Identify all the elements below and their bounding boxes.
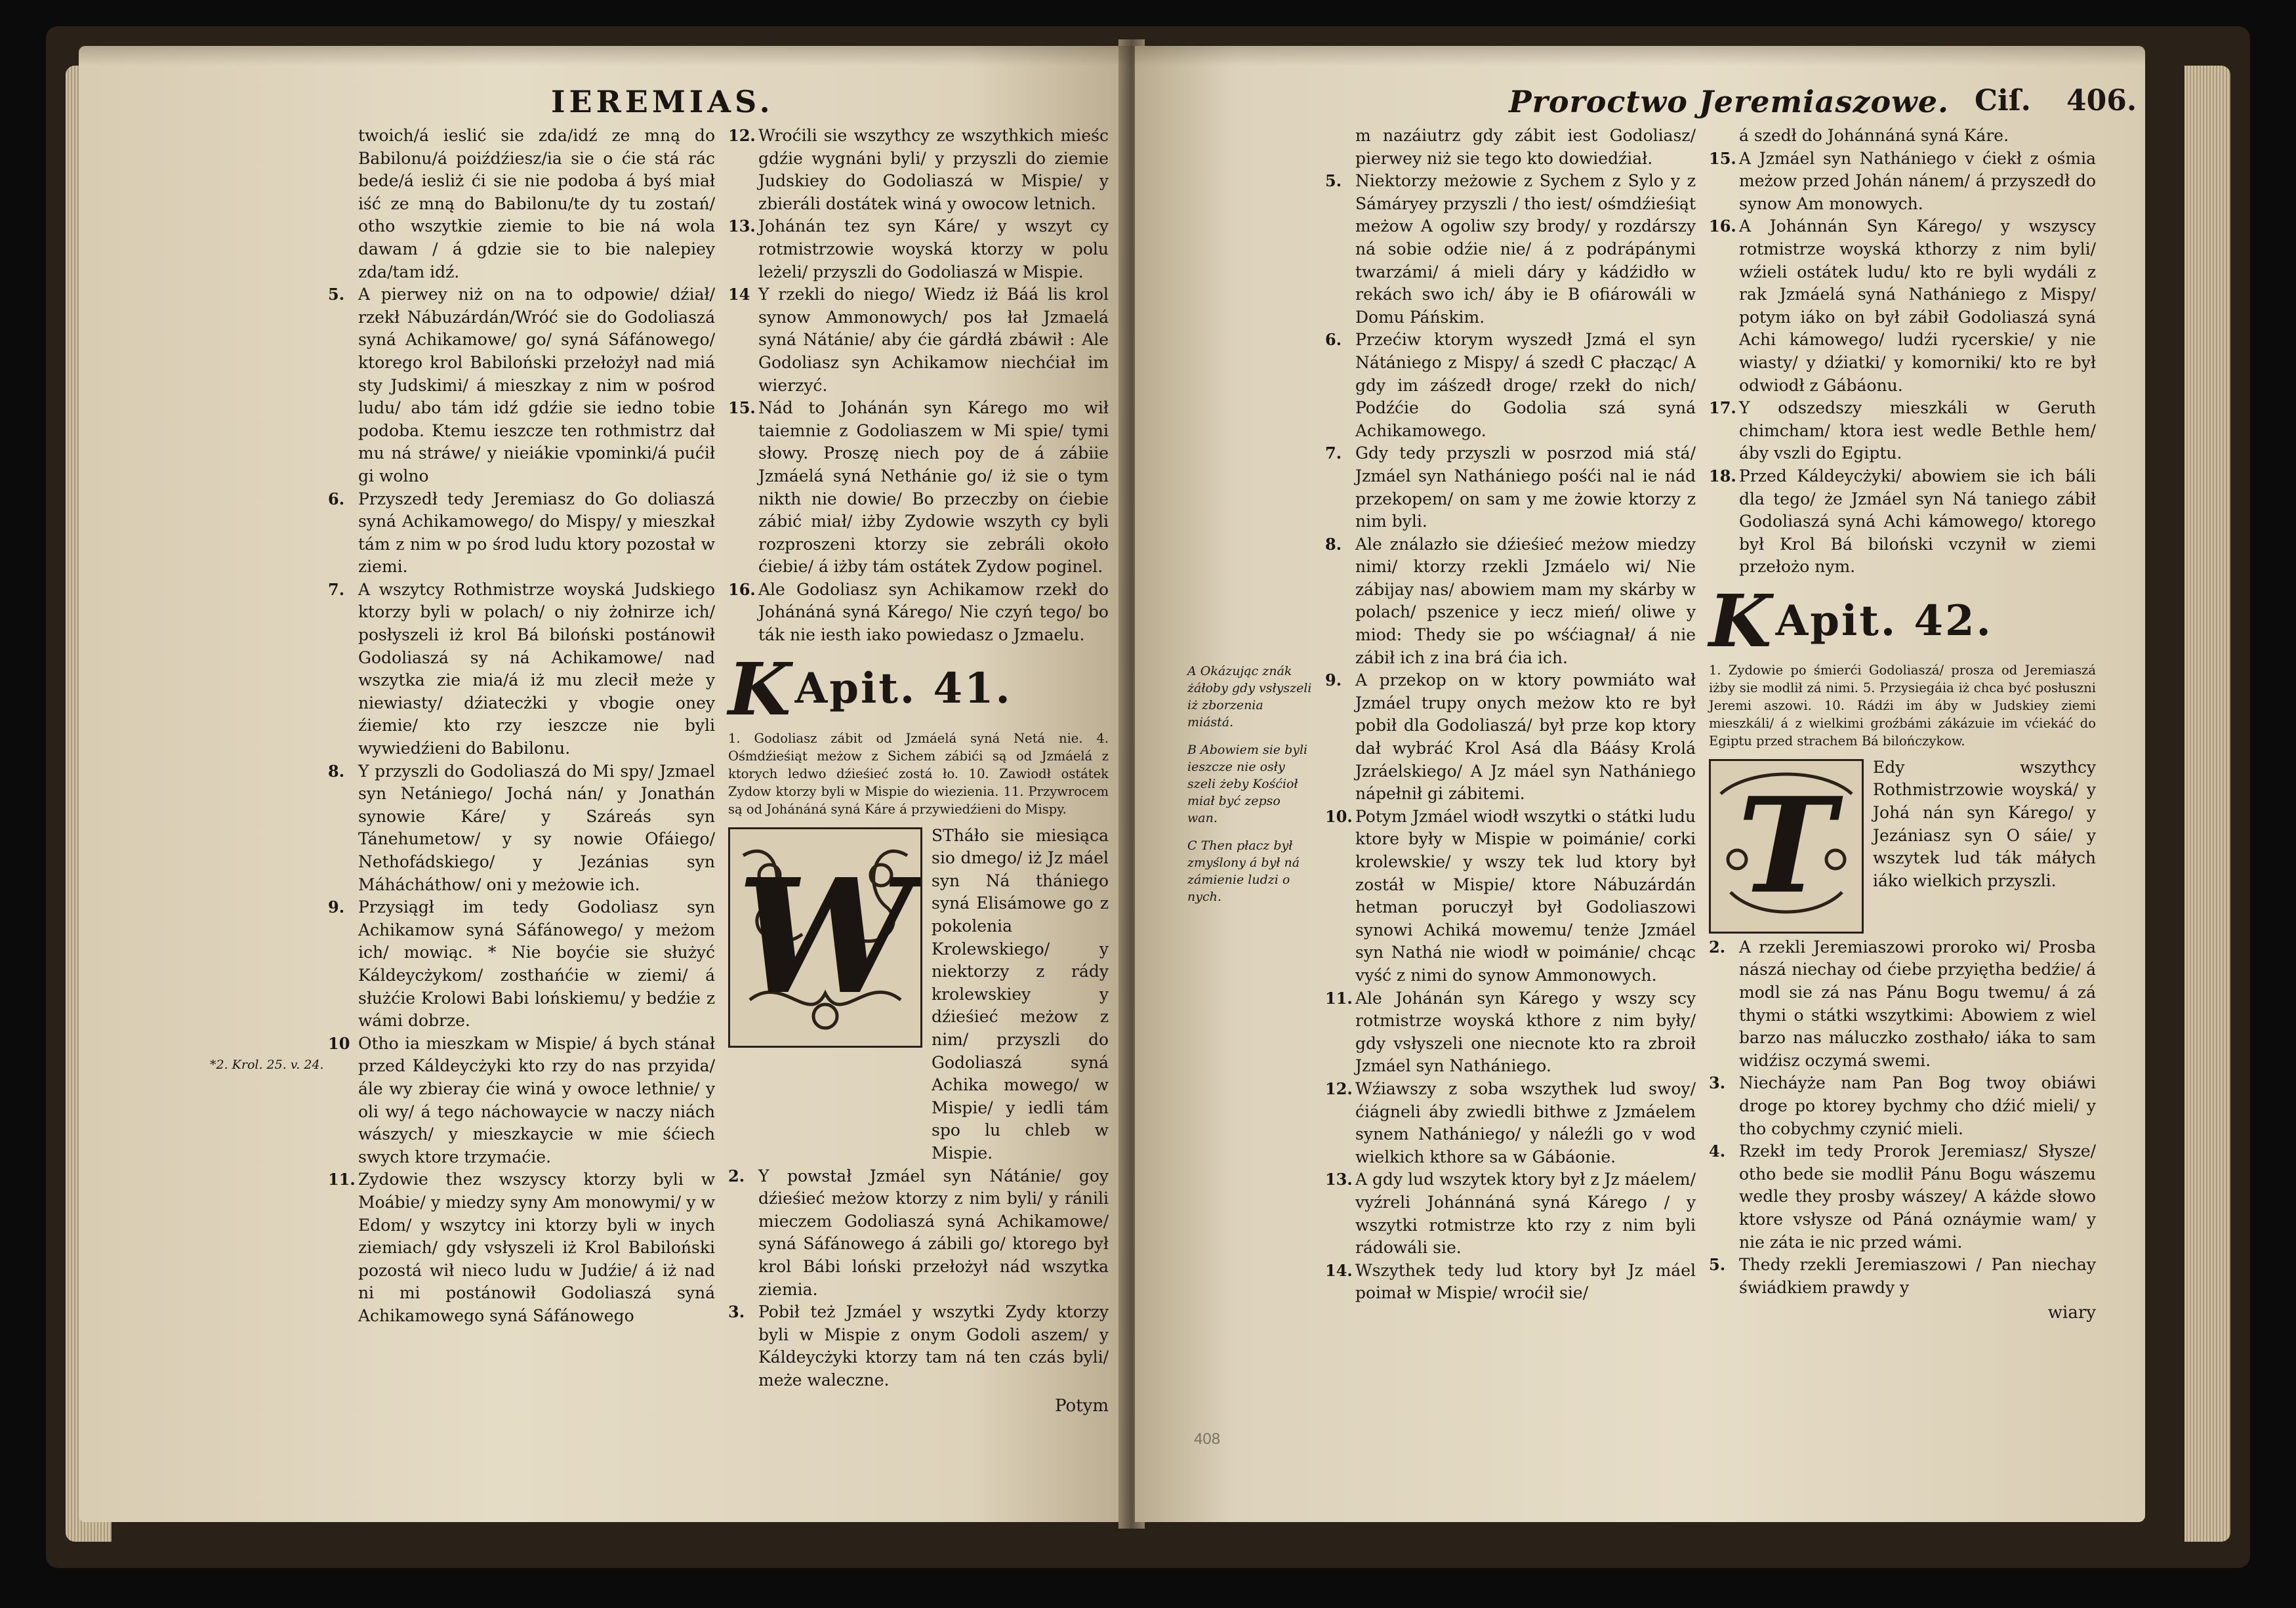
verse bbox=[1709, 1072, 2096, 1140]
chapter-title: Apit. 41. bbox=[794, 664, 1012, 714]
right-column-2-top bbox=[1709, 125, 2096, 579]
initial-paragraph-text: STháło sie miesiąca sio dmego/ iż Jz máel syn Ná thániego syná Elisámowe go z pokolenia Krolewskiego/ y niektorzy z rády krolewskiey y dźieśieć meżow z nim/ przyszli do Godoliaszá syná Achika mowego/ w Mispie/ y iedli tám spo lu chleb w Mispie. bbox=[932, 825, 1109, 1163]
verse bbox=[1325, 1260, 1696, 1305]
verse bbox=[328, 1033, 715, 1169]
verse-text: Thedy rzekli Jeremiaszowi / Pan niechay świádkiem prawdy y bbox=[1739, 1255, 2096, 1297]
verse-number: 2. bbox=[728, 1166, 745, 1185]
verse bbox=[1325, 125, 1696, 170]
chapter-heading-42 bbox=[1709, 578, 2096, 663]
verse-text: Przyszedł tedy Jeremiasz do Go doliaszá syná Achikamowego/ do Mispy/ y mieszkał tám z nim w po środ ludu ktory pozostał w ziemi. bbox=[358, 489, 715, 577]
verse bbox=[1325, 170, 1696, 329]
verse-number: 15. bbox=[728, 398, 756, 418]
verse bbox=[1709, 1254, 2096, 1299]
verse bbox=[1325, 1168, 1696, 1259]
verse-number: 2. bbox=[1709, 937, 1726, 957]
margin-note-c: C Then płacz był zmyślony á był ná zámienie ludzi o nych. bbox=[1187, 838, 1300, 904]
verse-text: A rzekli Jeremiaszowi proroko wi/ Prosba nászá niechay od ćiebe przyiętha bedźie/ á modl sie zá nas Pánu Bogu twemu/ á zá thymi o státki wszytkimi: Abowiem z wiel barzo nas máluczko zosthało/ iáka to sam widźisz oczymá swemi. bbox=[1739, 937, 2096, 1070]
verse-number: 16. bbox=[1709, 216, 1736, 236]
verse-text: Wroćili sie wszythcy ze wszythkich mieśc gdźie wygnáni byli/ y przyszli do ziemie Judskiey do Godoliaszá w Mispie/ y zbieráli dostátek winá y owocow letnich. bbox=[758, 126, 1109, 213]
verse-text: Pobił też Jzmáel y wszytki Zydy ktorzy byli w Mispie z onym Godoli aszem/ y Káldeycżyki ktorzy tam ná ten czás byli/ meże waleczne. bbox=[758, 1302, 1109, 1390]
chapter-decorated-k: K bbox=[1709, 578, 1772, 663]
verse-text: Przećiw ktorym wyszedł Jzmá el syn Nátániego z Mispy/ á szedł C płacząc/ A gdy im záśzedł droge/ rzekł do nich/ Podźćie do Godolia szá syná Achikamowego. bbox=[1355, 330, 1696, 440]
verse-text: Ale ználazło sie dźieśieć meżow miedzy nimi/ ktorzy rzekli Jzmáelo wi/ Nie zábijay nas/ abowiem mam my skárby w polach/ pszenice y iecz mień/ oliwe y miod: Thedy sie po wśćiagnał/ á nie zábił ich z ina brá ćia ich. bbox=[1355, 534, 1696, 667]
running-head-left: IEREMIAS. bbox=[551, 84, 774, 119]
right-page bbox=[1135, 46, 2145, 1522]
verse-text: Y rzekli do niego/ Wiedz iż Báá lis krol synow Ammonowych/ pos łał Jzmaelá syná Nátánie/ aby ćie gárdłá zbáwił : Ale Godoliasz syn Achikamow niechćiał im wierzyć. bbox=[758, 285, 1109, 395]
verse bbox=[728, 397, 1109, 579]
verse-number: 8. bbox=[328, 761, 345, 781]
right-column-1 bbox=[1325, 125, 1696, 1305]
running-head-right: Proroctwo Jeremiaszowe. bbox=[1509, 84, 1950, 119]
verse-text: Johánán tez syn Káre/ y wszyt cy rotmistrzowie woyská ktorzy w polu leżeli/ przyszli do Godoliaszá w Mispie. bbox=[758, 216, 1109, 281]
verse-text: Przysiągł im tedy Godoliasz syn Achikamow syná Sáfánowego/ y meżom ich/ mowiąc. * Nie boyćie sie służyć Káldeycżykom/ zosthańćie w ziemi/ á służćie Krolowi Babi lońskiemu/ y bedźie z wámi dobrze. bbox=[358, 897, 715, 1031]
verse-number: 14 bbox=[728, 285, 750, 304]
verse-text: Otho ia mieszkam w Mispie/ á bych stánał przed Káldeycżyki kto rzy do nas przyida/ ále wy zbieray ćie winá y owoce lethnie/ y oli wy/ á tego náchowaycie w naczy niách wászych/ y mieszkaycie w mie śćiech swych ktore trzymaćie. bbox=[358, 1033, 715, 1166]
verse-number: 17. bbox=[1709, 398, 1736, 418]
verse-text: Nád to Johánán syn Kárego mo wił taiemnie z Godoliaszem w Mi spie/ tymi słowy. Proszę niech poy de á zábiie Jzmáelá syná Nethánie go/ iż sie o tym nikth nie dowie/ Bo przeczby on ćiebie zábić miał/ iżby Zydowie wszyth cy byli rozproszeni ktorzy sie zebráli około ćiebie/ á iżby tám ostátek Zydow poginel. bbox=[758, 398, 1109, 577]
verse-number: 18. bbox=[1709, 466, 1736, 485]
verse bbox=[1325, 533, 1696, 670]
verse-text: A gdy lud wszytek ktory był z Jz máelem/ vyźreli Johánnáná syná Kárego / y wszytki rotmistrze kto rzy z nim byli rádowáli sie. bbox=[1355, 1170, 1696, 1258]
verse bbox=[728, 579, 1109, 647]
verse bbox=[728, 125, 1109, 215]
verse bbox=[1709, 397, 2096, 465]
verse-number: 14. bbox=[1325, 1260, 1353, 1280]
left-column-2-bottom bbox=[728, 1165, 1109, 1392]
verse-text: twoich/á ieslić sie zda/idź ze mną do Babilonu/á poiźdźiesz/ia sie o ćie stá rác bede/á iesliż ći sie nie podoba á byś miał iść ze mną do Babilonu/te dy tu zostań/ otho wszytkie ziemie to bie ná wola dawam / á gdzie sie to bie nalepiey zda/tam idź. bbox=[358, 126, 715, 281]
verse-number: 5. bbox=[1325, 171, 1342, 191]
chapter-decorated-k: K bbox=[728, 646, 791, 732]
verse bbox=[328, 283, 715, 487]
verse bbox=[728, 1301, 1109, 1392]
decorated-initial-w bbox=[728, 827, 922, 1048]
left-column-1 bbox=[328, 125, 715, 1327]
verse bbox=[1325, 669, 1696, 806]
verse-text: á szedł do Johánnáná syná Káre. bbox=[1739, 126, 2009, 145]
right-column-2-bottom bbox=[1709, 936, 2096, 1300]
margin-note: *2. Krol. 25. v. 24. bbox=[210, 1058, 324, 1072]
verse bbox=[728, 215, 1109, 283]
verse bbox=[328, 488, 715, 579]
margin-note-b: B Abowiem sie byli ieszcze nie osły szeli żeby Kośćioł miał być zepso wan. bbox=[1187, 743, 1308, 825]
verse-text: Y przyszli do Godoliaszá do Mi spy/ Jzmael syn Netániego/ Jochá nán/ y Jonathán synowie Káre/ y Száreás syn Tánehumetow/ y sy nowie Ofáiego/ Nethofádskiego/ y Jezánias syn Máhácháthow/ oni y meżowie ich. bbox=[358, 761, 715, 894]
verse-number bbox=[1709, 125, 1739, 148]
chapter-heading-41 bbox=[728, 646, 1109, 732]
verse bbox=[328, 760, 715, 897]
verse-number: 3. bbox=[1709, 1073, 1726, 1093]
verse-number: 12. bbox=[728, 126, 756, 145]
initial-paragraph-text: Edy wszythcy Rothmistrzowie woyská/ y Johá nán syn Kárego/ y Jezániasz syn O sáie/ y wszytek lud ták máłych iáko wielkich przyszli. bbox=[1873, 757, 2096, 890]
verse-number: 5. bbox=[328, 285, 345, 304]
verse-number: 12. bbox=[1325, 1079, 1353, 1098]
verse-text: Przed Káldeycżyki/ abowiem sie ich báli dla tego/ że Jzmáel syn Ná taniego zábił Godoliaszá syná Achi kámowego/ ktorego był Krol Bá biloński vczynił w ziemi przełożo nym. bbox=[1739, 466, 2096, 577]
initial-paragraph bbox=[728, 825, 1109, 1165]
page-top-shadow bbox=[79, 46, 2145, 66]
verse bbox=[1709, 465, 2096, 579]
verse-text: Wźiawszy z soba wszythek lud swoy/ ćiágneli áby zwiedli bithwe z Jzmáelem synem Nathániego/ y náleźli go v wod wielkich kthore sa w Gábáonie. bbox=[1355, 1079, 1696, 1166]
verse bbox=[1709, 1140, 2096, 1254]
page-edges-right bbox=[2184, 66, 2230, 1542]
left-margin-note bbox=[210, 1056, 328, 1084]
verse bbox=[328, 125, 715, 283]
verse-text: Y odszedszy mieszkáli w Geruth chimcham/ ktora iest wedle Bethle hem/ áby vszli do Egiptu. bbox=[1739, 398, 2096, 463]
verse-text: Gdy tedy przyszli w posrzod miá stá/ Jzmáel syn Nathániego pośći nal ie nád przekopem/ on sam y me żowie ktorzy z nim byli. bbox=[1355, 443, 1696, 531]
verse-number: 13. bbox=[728, 216, 756, 236]
verse bbox=[1325, 806, 1696, 987]
verse bbox=[1325, 987, 1696, 1078]
verse-text: Ale Godoliasz syn Achikamow rzekł do Johánáná syná Kárego/ Nie czyń tego/ bo ták nie iesth iako powiedasz o Jzmaelu. bbox=[758, 579, 1109, 645]
verse-text: Wszythek tedy lud ktory był Jz máel poimał w Mispie/ wroćił sie/ bbox=[1355, 1260, 1696, 1303]
left-page bbox=[79, 46, 1128, 1522]
verse-number bbox=[328, 125, 358, 283]
verse-number: 3. bbox=[728, 1302, 745, 1322]
verse-number: 7. bbox=[1325, 443, 1342, 463]
verse bbox=[328, 1168, 715, 1327]
verse-number: 10. bbox=[1325, 806, 1353, 826]
verse-text: m nazáiutrz gdy zábit iest Godoliasz/ pierwey niż sie tego kto dowiedźiał. bbox=[1355, 126, 1696, 168]
folio-label: Ciſ. bbox=[1975, 84, 2031, 117]
margin-note-a: A Okázując znák żáłoby gdy vsłyszeli iż zborzenia miástá. bbox=[1187, 664, 1312, 730]
chapter-summary: 1. Godoliasz zábit od Jzmáelá syná Netá nie. 4. Ośmdźieśiąt meżow z Sichem zábići są od Jzmáelá z ktorych ledwo dźieśieć zostá ło. 10. Zawiodł ostátek Zydow ktorzy byli w Mispie do wiezienia. 11. Przywrocem są od Johánáná syná Káre á przywiedźieni do Mispy. bbox=[728, 730, 1109, 817]
verse bbox=[1709, 125, 2096, 148]
verse-text: A wszytcy Rothmistrze woyská Judskiego ktorzy byli w polach/ o niy żołnirze ich/ posłyszeli iż krol Bá biloński postánowił Godoliaszá sy ná Achikamowe/ nad wszytka zie mia/á iż mu zlecił meże y niewiasty/ dźiatecżki y vbogie oney źiemie/ kto rzy ieszcze nie byli wywiedźieni do Babilonu. bbox=[358, 579, 715, 758]
verse bbox=[1325, 329, 1696, 442]
verse bbox=[328, 579, 715, 760]
verse-text: Niecháyże nam Pan Bog twoy obiáwi droge po ktorey bychmy cho dźić mieli/ y tho cobychmy czynić mieli. bbox=[1739, 1073, 2096, 1138]
verse bbox=[1709, 215, 2096, 397]
verse-text: A Jzmáel syn Nathániego v ćiekł z ośmia meżow przed Johán nánem/ á przyszedł do synow Am monowych. bbox=[1739, 148, 2096, 213]
verse-text: A pierwey niż on na to odpowie/ dźiał/ rzekł Nábuzárdán/Wróć sie do Godoliaszá syná Achikamowe/ go/ syná Sáfánowego/ ktorego krol Babiloński przełożył nad miá sty Judskimi/ á mieszkay z nim w pośrod ludu/ abo tám idź gdźie sie iedno tobie podoba. Ktemu ieszcze ten rothmistrz dał mu ná stráwe/ y nieiákie vpominki/á pućił gi wolno bbox=[358, 285, 715, 485]
catchword: Potym bbox=[1055, 1395, 1109, 1416]
verse-number: 11. bbox=[328, 1170, 356, 1189]
verse-number: 4. bbox=[1709, 1142, 1726, 1161]
verse bbox=[328, 896, 715, 1033]
pencil-mark: 408 bbox=[1194, 1430, 1221, 1448]
verse bbox=[1709, 148, 2096, 216]
verse-number: 9. bbox=[1325, 670, 1342, 690]
verse-number: 9. bbox=[328, 897, 345, 917]
initial-letter: T bbox=[1737, 768, 1835, 923]
verse-text: Niektorzy meżowie z Sychem z Sylo y z Sámáryey przyszli / tho iest/ ośmdźieśiąt meżow A ogoliw szy brody/ y rozdárszy ná sobie odźie nie/ á z podrápánymi twarzámi/ á mieli dáry y kádźidło w rekách swo ich/ áby ie B ofiárowáli w Domu Páńskim. bbox=[1355, 171, 1696, 327]
initial-letter: W bbox=[737, 844, 914, 1030]
catchword: wiary bbox=[2047, 1303, 2096, 1323]
verse-number: 10 bbox=[328, 1033, 350, 1053]
verse-number: 6. bbox=[328, 489, 345, 508]
verse bbox=[1325, 442, 1696, 533]
verse-text: Rzekł im tedy Prorok Jeremiasz/ Słysze/ otho bede sie modlił Pánu Bogu wászemu wedle they prosby wászey/ A káżde słowo ktore vsłysze od Páná oznáymie wam/ y nie záta ie nic przed wámi. bbox=[1739, 1142, 2096, 1252]
verse-number: 7. bbox=[328, 579, 345, 599]
chapter-title: Apit. 42. bbox=[1775, 596, 1993, 646]
verse-number: 13. bbox=[1325, 1170, 1353, 1189]
verse-number: 8. bbox=[1325, 534, 1342, 554]
left-column-2-top bbox=[728, 125, 1109, 647]
verse-number bbox=[1325, 125, 1355, 170]
right-margin-notes bbox=[1187, 663, 1312, 916]
initial-paragraph bbox=[1709, 756, 2096, 936]
verse bbox=[728, 1165, 1109, 1302]
verse bbox=[728, 283, 1109, 397]
verse-text: A Johánnán Syn Kárego/ y wszyscy rotmistrze woyská kthorzy z nim byli/ wźieli ostátek ludu/ kto re byli wydáli z rak Jzmáelá syná Nathániego z Mispy/ potym iáko on był zábił Godoliaszá syná Achi kámowego/ ludźi rycerskie/ y nie wiasty/ y dźiatki/ y komorniki/ kto re był odwiodł z Gábáonu. bbox=[1739, 216, 2096, 395]
page-number: 406. bbox=[2066, 84, 2137, 117]
right-column-2 bbox=[1709, 125, 2096, 1325]
verse bbox=[1325, 1078, 1696, 1168]
verse-text: Zydowie thez wszyscy ktorzy byli w Moábie/ y miedzy syny Am monowymi/ y w Edom/ y wszytcy ini ktorzy byli w inych ziemiach/ gdy vsłyszeli iż Krol Babiloński pozostá wił nieco ludu w Judźie/ á iż nad ni mi postánowił Godoliaszá syná Achikamowego syná Sáfánowego bbox=[358, 1170, 715, 1325]
verse-text: Y powstał Jzmáel syn Nátánie/ goy dźieśieć meżow ktorzy z nim byli/ y ránili mieczem Godoliaszá syná Achikamowe/ syná Sáfánowego á zábili go/ ktorego był krol Bábi loński przełożył nád wszytka ziemia. bbox=[758, 1166, 1109, 1299]
verse-text: A przekop on w ktory powmiáto wał Jzmáel trupy onych meżow kto re był pobił dla Godoliaszá/ był prze kop ktory dał wybráć Krol Asá dla Báásy Krolá Jzráelskiego/ A Jz máel syn Nathániego nápełnił gi zábitemi. bbox=[1355, 670, 1696, 804]
verse-number: 16. bbox=[728, 579, 756, 599]
verse-text: Ale Johánán syn Kárego y wszy scy rotmistrze woyská kthore z nim były/ gdy vsłyszeli one niecnote kto ra zbroił Jzmáel syn Nathániego. bbox=[1355, 988, 1696, 1076]
chapter-summary: 1. Zydowie po śmierći Godoliaszá/ prosza od Jeremiaszá iżby sie modlił zá nimi. 5. Przysiegáia iż chca być posłuszni Jeremi aszowi. 10. Rádźi im áby w Judskiey ziemi mieszkáli/ á z wielkimi groźbámi zákázuie im vćiekáć do Egiptu przed strachem Bá bilończykow. bbox=[1709, 662, 2096, 749]
verse-text: Potym Jzmáel wiodł wszytki o státki ludu ktore były w Mispie w poimánie/ corki krolewskie/ y wszy tek lud ktory był zostáł w Mispie/ ktore Nábuzárdán hetman poruczył był Godoliaszowi synowi Achiká mowemu/ tenże Jzmáel syn Nathá nie wiodł w poimánie/ chcąc vyść z nimi do synow Ammonowych. bbox=[1355, 806, 1696, 985]
decorated-initial-t bbox=[1709, 759, 1864, 934]
left-column-2 bbox=[728, 125, 1109, 1417]
verse-number: 11. bbox=[1325, 988, 1353, 1008]
verse-number: 15. bbox=[1709, 148, 1736, 168]
verse-number: 5. bbox=[1709, 1255, 1726, 1275]
verse-number: 6. bbox=[1325, 330, 1342, 350]
verse bbox=[1709, 936, 2096, 1073]
